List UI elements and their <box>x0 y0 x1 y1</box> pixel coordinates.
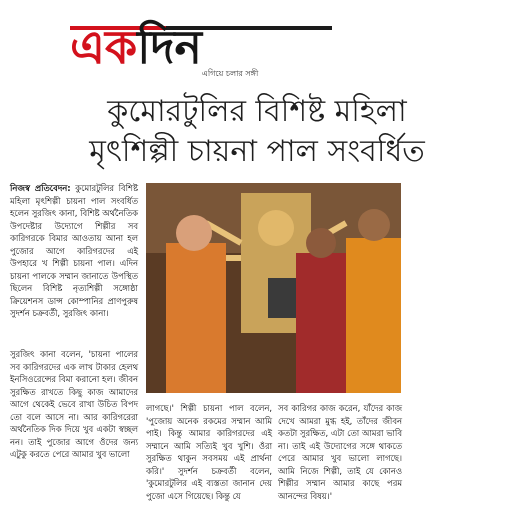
felicitation-photo-icon <box>146 183 401 393</box>
article-column-2: লাগছে।' শিল্পী চায়না পাল বলেন, 'পুজোয় অনেক রকমের সম্মান আমি পাই। কিন্তু আমার কারিগরদের এই সম্মানে আমি সত্যিই খুব খুশি। ওঁরা সুরক্ষিত থাকুন সবসময় এই প্রার্থনা করি।' সুদর্শন চক্রবর্তী বলেন, 'কুমোরটুলির এই ব্যস্ততা জানান দেয় পুজো এসে গিয়েছে। কিন্তু যে <box>146 403 272 501</box>
logo-part-black: দিন <box>137 20 202 74</box>
article-headline <box>12 92 502 172</box>
article-photo <box>146 183 401 393</box>
masthead <box>0 0 512 82</box>
headline-line-2: মৃৎশিল্পী চায়না পাল সংবর্ধিত <box>89 134 425 169</box>
masthead-tagline: এগিয়ে চলার সঙ্গী <box>201 69 259 78</box>
headline-line-1: কুমোরটুলির বিশিষ্ট মহিলা <box>107 94 407 129</box>
article-column-1: সুরজিৎ কানা বলেন, 'চায়না পালের সব কারিগরদের এক লাখ টাকার হেলথ ইনসিওরেন্সের বিমা করানো হল। জীবন সুরক্ষিত রাখতে কিছু কাজ আমাদের আগে থেকেই ভেবে রাখা উচিত বিপদ তো বলে আসে না। আর কারিগরেরা অর্থনৈতিক দিক দিয়ে খুব একটা স্বচ্ছল নন। তাই পুজোর আগে ওঁদের জন্য এটুকু করতে পেরে আমার খুব ভালো <box>10 349 138 459</box>
logo-part-red: এক <box>70 20 138 74</box>
article-intro <box>10 182 138 320</box>
intro-text: কুমোরটুলির বিশিষ্ট মহিলা মৃৎশিল্পী চায়না পাল সংবর্ধিত হলেন সুরজিৎ কানা, বিশিষ্ট অর্থনৈতিক উপদেষ্টার উদ্যোগে শিল্পীর সব কারিগরকে বিমার আওতায় আনা হল পুজোর আগে কারিগরদের এই উপহারে খ শিল্পী চায়না পাল। এদিন চায়না পালকে সম্মান জানাতে উপস্থিত ছিলেন বিশিষ্ট নৃত্যশিল্পী সঙ্গোষ্ঠা ক্রিয়েশনস ডান্স কোম্পানির প্রাণপুরুষ সুদর্শন চক্রবর্তী, সুরজিৎ কানা। <box>10 183 138 318</box>
article-column-3: সব কারিগর কাজ করেন, যাঁদের কাজ দেখে আমরা মুগ্ধ হই, তাঁদের জীবন কতটা সুরক্ষিত, এটা তো আমরা ভাবি না। তাই এই উদ্যোগের সঙ্গে থাকতে পেরে আমার খুব ভালো লাগছে। আমি নিজে শিল্পী, তাই যে কোনও শিল্পীর সম্মান আমার কাছে পরম আনন্দের বিষয়।' <box>278 403 402 501</box>
byline: নিজস্ব প্রতিবেদন: <box>10 183 71 193</box>
